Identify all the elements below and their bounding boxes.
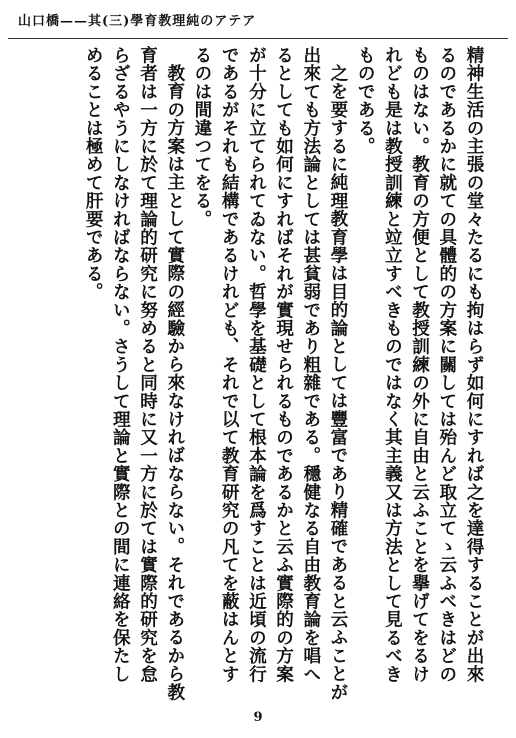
- header-rule: [8, 38, 508, 39]
- paragraph-2: 之を要するに純理教育學は目的論としては豐富であり精確であると云ふことが出來ても方法論としては甚貧弱であり粗雜である。穩健なる自由教育論を唱へるとしても如何にすればそれが實現せられるものであるかと云ふ實際的の方案が十分に立てられてゐない。哲學を基礎として根本論を爲すことは近頃の流行であるがそれも結構であるけれども、それで以て教育研究の凡てを蔽はんとするのは間違つてをる。: [191, 46, 349, 701]
- page-number: 9: [253, 710, 263, 725]
- paragraph-1: 精神生活の主張の堂々たるにも拘はらず如何にすれば之を達得することが出來るのであるかに就ての具體的の方案に關しては殆んど取立てゝ云ふべきはどのものはない。教育の方便として教授訓練の外に自由と云ふことを擧げてをるけれども是は教授訓練と竝立すべきものではなく其主義又は方法として見るべきものである。: [355, 46, 485, 683]
- body-text: [83, 46, 488, 701]
- running-header: 山口橋——其(三)學育教理純のアテア: [18, 14, 257, 29]
- paragraph-3: 教育の方案は主として實際の經驗から來なければならない。それであるから教育者は一方に於て理論的研究に努めると同時に又一方に於ては實際的研究を怠らざるやうにしなければならない。さうして理論と實際との間に連絡を保たしめることは極めて肝要である。: [83, 46, 186, 701]
